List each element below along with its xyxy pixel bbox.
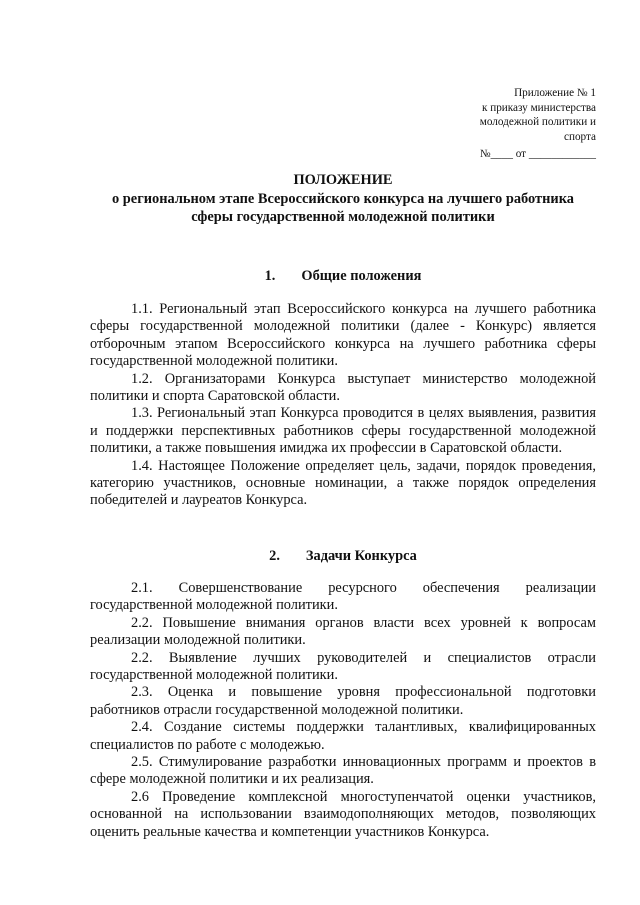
paragraph: 1.2. Организаторами Конкурса выступает министерство молодежной политики и спорта Саратовской области. — [90, 370, 596, 405]
annex-line: молодежной политики и — [479, 116, 596, 129]
paragraph: 2.3. Оценка и повышение уровня профессиональной подготовки работников отрасли государственной молодежной политики. — [90, 684, 596, 718]
paragraph: 2.2. Выявление лучших руководителей и специалистов отрасли государственной молодежной политики. — [90, 649, 596, 684]
paragraph: 1.1. Региональный этап Всероссийского конкурса на лучшего работника сферы государственной молодежной политики (далее - Конкурс) является отборочным этапом Всероссийского конкурса на лучшего работника сферы государственной молодежной политики. — [90, 301, 596, 370]
title-line: ПОЛОЖЕНИЕ — [293, 172, 393, 188]
paragraph: 1.4. Настоящее Положение определяет цель, задачи, порядок проведения, категорию участников, основные номинации, а также порядок определения победителей и лауреатов Конкурса. — [90, 457, 596, 509]
section-heading — [90, 547, 596, 565]
annex-line: Приложение № 1 — [514, 87, 596, 99]
paragraph: 2.1. Совершенствование ресурсного обеспечения реализации государственной молодежной политики. — [90, 580, 596, 614]
annex-line: к приказу министерства — [481, 101, 596, 114]
section-number: 2. — [269, 548, 280, 564]
section-number: 1. — [264, 268, 276, 284]
paragraph: 2.6 Проведение комплексной многоступенчатой оценки участников, основанной на использовании взаимодополняющих методов, позволяющих оценить реальные качества и компетенции участников Конкурса. — [90, 788, 596, 840]
paragraph: 2.4. Создание системы поддержки талантливых, квалифицированных специалистов по работе с молодежью. — [90, 719, 596, 753]
paragraph: 1.3. Региональный этап Конкурса проводится в целях выявления, развития и поддержки перспективных работников сферы государственной молодежной политики, а также повышения имиджа их профессии в Саратовской области. — [90, 405, 596, 457]
annex-line: спорта — [564, 130, 596, 143]
section-body — [90, 301, 596, 510]
section-title: Задачи Конкурса — [305, 548, 417, 564]
annex-block — [438, 86, 596, 162]
title-line: сферы государственной молодежной политики — [191, 209, 495, 225]
section-heading — [90, 267, 596, 285]
annex-order-number: №____ от ____________ — [479, 148, 596, 161]
section-title: Общие положения — [301, 268, 422, 284]
document-title — [90, 171, 596, 227]
paragraph: 2.2. Повышение внимания органов власти всех уровней к вопросам реализации молодежной политики. — [90, 614, 596, 649]
paragraph: 2.5. Стимулирование разработки инновационных программ и проектов в сфере молодежной политики и их реализация. — [90, 754, 596, 788]
section-body — [90, 580, 596, 841]
title-line: о региональном этапе Всероссийского конкурса на лучшего работника — [112, 190, 574, 207]
